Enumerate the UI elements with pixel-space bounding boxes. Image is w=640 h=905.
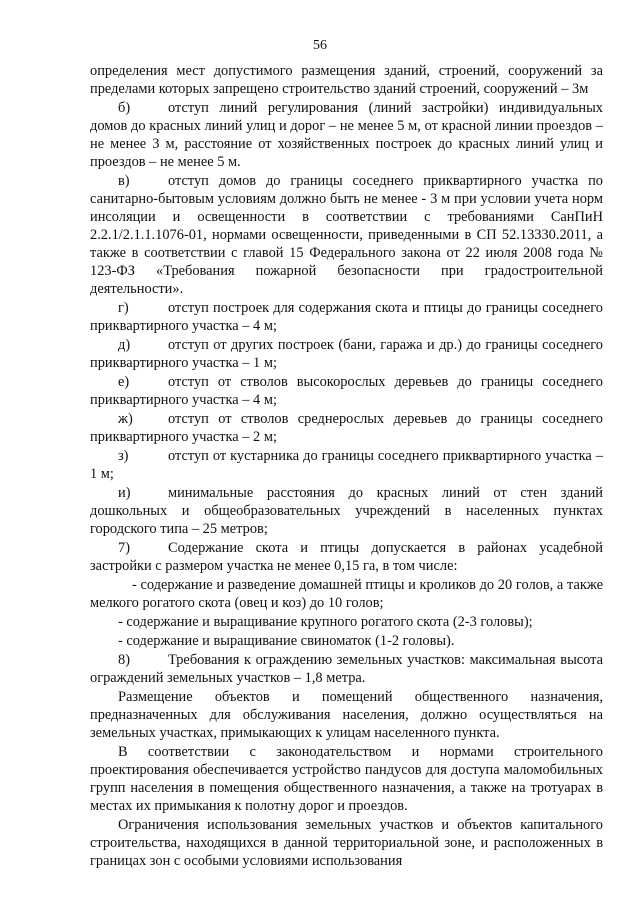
list-item-e bbox=[90, 373, 603, 409]
list-item-8 bbox=[90, 651, 603, 687]
list-item-z bbox=[90, 447, 603, 483]
page-number: 56 bbox=[313, 38, 327, 53]
list-text: Требования к ограждению земельных участков: максимальная высота ограждений земельных участков – 1,8 метра. bbox=[90, 652, 603, 686]
dash-item: - содержание и разведение домашней птицы и кроликов до 20 голов, а также мелкого рогатого скота (овец и коз) до 10 голов; bbox=[90, 577, 603, 611]
list-text: отступ линий регулирования (линий застройки) индивидуальных домов до красных линий улиц и дорог – не менее 5 м, от красной линии проездов – не менее 3 м, расстояние от хозяйственных построек до красных линий улиц и проездов – не менее 5 м. bbox=[90, 100, 603, 170]
list-text: отступ построек для содержания скота и птицы до границы соседнего приквартирного участка – 4 м; bbox=[90, 300, 603, 334]
list-marker: 8) bbox=[118, 652, 130, 668]
body-paragraph: В соответствии с законодательством и нормами строительного проектирования обеспечивается устройство пандусов для доступа маломобильных групп населения в помещения общественного назначения, а также на тротуарах в местах их примыкания к полотну дорог и проездов. bbox=[90, 744, 603, 814]
list-item-g bbox=[90, 299, 603, 335]
document-body bbox=[90, 62, 603, 871]
list-item-7 bbox=[90, 539, 603, 575]
list-marker: в) bbox=[118, 173, 130, 189]
list-text: отступ от стволов среднерослых деревьев до границы соседнего приквартирного участка – 2 м; bbox=[90, 411, 603, 445]
list-item-b bbox=[90, 99, 603, 171]
list-text: отступ домов до границы соседнего приквартирного участка по санитарно-бытовым условиям должно быть не менее - 3 м при условии учета норм инсоляции и освещенности в соответствии с требованиями СанПиН 2.2.1/2.1.1.1076-01, нормами освещенности, приведенными в СП 52.13330.2011, а также в соответствии с главой 15 Федерального закона от 22 июля 2008 года № 123-ФЗ «Требования пожарной безопасности при градостроительной деятельности». bbox=[90, 173, 603, 297]
list-marker: г) bbox=[118, 300, 129, 316]
list-text: минимальные расстояния до красных линий от стен зданий дошкольных и общеобразовательных учреждений в населенных пунктах городского типа – 25 метров; bbox=[90, 485, 603, 537]
list-text: Содержание скота и птицы допускается в районах усадебной застройки с размером участка не менее 0,15 га, в том числе: bbox=[90, 540, 603, 574]
list-marker: и) bbox=[118, 485, 131, 501]
intro-paragraph: определения мест допустимого размещения зданий, строений, сооружений за пределами которых запрещено строительство зданий строений, сооружений – 3м bbox=[90, 63, 603, 97]
dash-item: - содержание и выращивание свиноматок (1-2 головы). bbox=[118, 633, 455, 649]
list-item-zh bbox=[90, 410, 603, 446]
dash-item: - содержание и выращивание крупного рогатого скота (2-3 головы); bbox=[118, 614, 533, 630]
body-paragraph: Ограничения использования земельных участков и объектов капитального строительства, находящихся в данной территориальной зоне, и расположенных в границах зон с особыми условиями использования bbox=[90, 817, 603, 869]
body-paragraph: Размещение объектов и помещений общественного назначения, предназначенных для обслуживания населения, должно осуществляться на земельных участках, примыкающих к улицам населенного пункта. bbox=[90, 689, 603, 741]
list-marker: 7) bbox=[118, 540, 130, 556]
list-text: отступ от стволов высокорослых деревьев до границы соседнего приквартирного участка – 4 м; bbox=[90, 374, 603, 408]
list-item-d bbox=[90, 336, 603, 372]
list-item-v bbox=[90, 172, 603, 298]
list-text: отступ от кустарника до границы соседнего приквартирного участка – 1 м; bbox=[90, 448, 603, 482]
list-marker: б) bbox=[118, 100, 131, 116]
list-text: отступ от других построек (бани, гаража и др.) до границы соседнего приквартирного участка – 1 м; bbox=[90, 337, 603, 371]
list-item-i bbox=[90, 484, 603, 538]
list-marker: е) bbox=[118, 374, 130, 390]
list-marker: з) bbox=[118, 448, 129, 464]
list-marker: д) bbox=[118, 337, 131, 353]
list-marker: ж) bbox=[118, 411, 133, 427]
